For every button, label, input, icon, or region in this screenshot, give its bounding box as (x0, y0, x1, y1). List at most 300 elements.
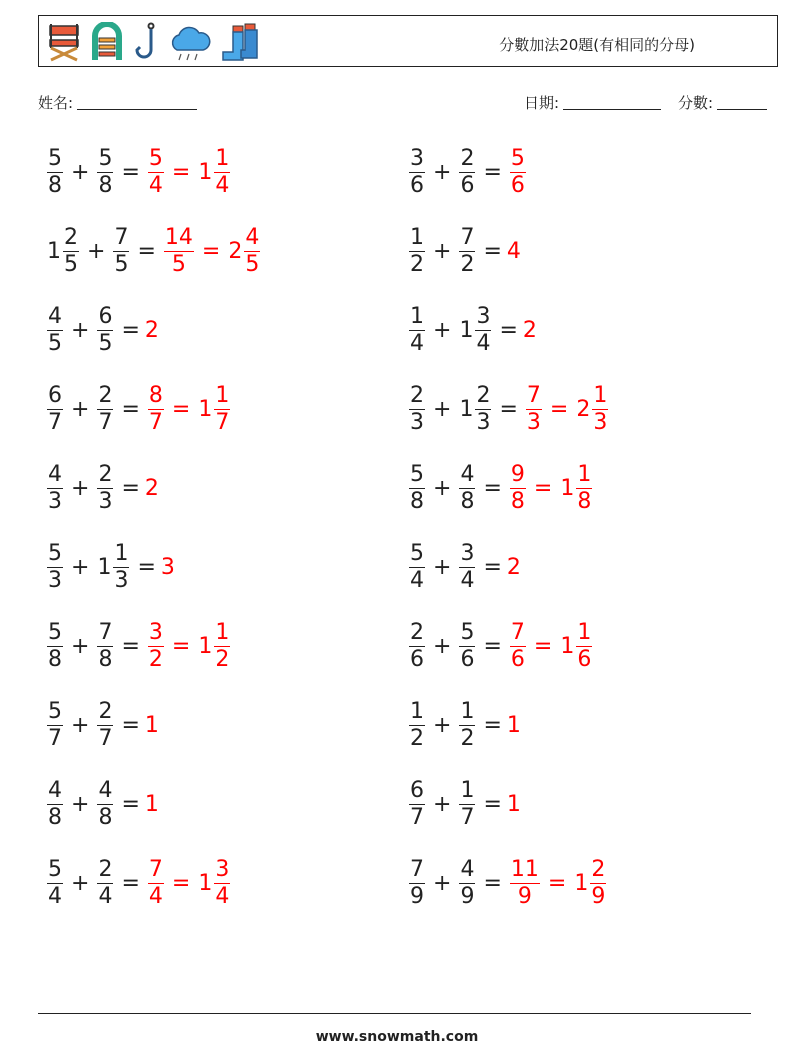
whole-number: 4 (506, 238, 521, 264)
numerator: 2 (98, 856, 113, 882)
mixed-number (456, 698, 478, 751)
denominator: 4 (148, 172, 163, 198)
fraction (97, 856, 113, 909)
fraction (148, 856, 164, 909)
mixed-number (456, 540, 478, 593)
fraction (113, 540, 129, 593)
numerator: 11 (510, 856, 539, 882)
answer (145, 476, 159, 501)
fraction (214, 382, 230, 435)
fraction (459, 145, 475, 198)
denominator: 6 (577, 646, 592, 672)
fraction (459, 224, 475, 277)
fraction (214, 145, 230, 198)
problem-item (406, 379, 611, 439)
mixed-number (406, 619, 428, 672)
answer (161, 224, 263, 277)
equals-sign: = (547, 870, 567, 896)
numerator: 1 (460, 698, 475, 724)
mixed-number (456, 777, 478, 830)
problem-item (44, 458, 159, 518)
equals-sign: = (483, 791, 502, 817)
mixed-number (44, 382, 66, 435)
numerator: 5 (48, 540, 62, 566)
numerator: 2 (476, 382, 491, 408)
plus-sign: + (71, 791, 90, 817)
numerator: 6 (98, 303, 113, 329)
equals-sign: = (533, 475, 553, 501)
equals-sign: = (121, 633, 140, 659)
mixed-number (94, 619, 116, 672)
denominator: 6 (460, 646, 475, 672)
mixed-number (406, 777, 428, 830)
fraction (97, 619, 113, 672)
mixed-number (145, 476, 159, 501)
mixed-number (573, 382, 611, 435)
problem-item (44, 221, 263, 281)
problem-item (406, 537, 521, 597)
denominator: 9 (517, 883, 532, 909)
equals-sign: = (171, 396, 191, 422)
denominator: 4 (476, 330, 491, 356)
mixed-number (456, 224, 478, 277)
denominator: 5 (64, 251, 78, 277)
denominator: 7 (48, 725, 62, 751)
denominator: 7 (410, 804, 424, 830)
mixed-number (110, 224, 132, 277)
equals-sign: = (121, 475, 140, 501)
numerator: 5 (510, 145, 525, 171)
numerator: 5 (48, 619, 62, 645)
fraction (97, 698, 113, 751)
denominator: 8 (98, 172, 113, 198)
numerator: 2 (410, 382, 424, 408)
denominator: 6 (510, 646, 525, 672)
answer (523, 382, 611, 435)
numerator: 6 (410, 777, 424, 803)
numerator: 4 (98, 777, 113, 803)
mixed-number (195, 145, 233, 198)
numerator: 5 (48, 698, 62, 724)
denominator: 4 (98, 883, 113, 909)
numerator: 2 (410, 619, 424, 645)
denominator: 5 (245, 251, 260, 277)
problem-item (406, 142, 529, 202)
mixed-number (94, 540, 132, 593)
mixed-number (406, 224, 428, 277)
denominator: 5 (171, 251, 186, 277)
numerator: 4 (48, 777, 62, 803)
equals-sign: = (483, 712, 502, 738)
numerator: 2 (98, 461, 113, 487)
answer (161, 555, 175, 580)
equals-sign: = (483, 475, 502, 501)
mixed-number (507, 461, 529, 514)
answer (145, 145, 233, 198)
fraction (214, 619, 230, 672)
denominator: 4 (148, 883, 163, 909)
whole-number: 1 (506, 791, 521, 817)
denominator: 8 (577, 488, 592, 514)
mixed-number (145, 619, 167, 672)
denominator: 8 (98, 646, 113, 672)
answer (145, 792, 159, 817)
numerator: 4 (460, 856, 475, 882)
plus-sign: + (71, 870, 90, 896)
equals-sign: = (121, 791, 140, 817)
denominator: 2 (215, 646, 230, 672)
plus-sign: + (433, 317, 452, 343)
equals-sign: = (549, 396, 569, 422)
mixed-number (456, 382, 494, 435)
answer (145, 382, 233, 435)
footer-url: www.snowmath.com (315, 1029, 479, 1045)
problem-item (44, 774, 159, 834)
answer (507, 145, 529, 198)
fraction (47, 856, 63, 909)
denominator: 5 (114, 251, 129, 277)
numerator: 4 (460, 461, 475, 487)
rain-cloud-icon (167, 22, 213, 62)
mixed-number (94, 145, 116, 198)
problem-item (44, 537, 175, 597)
denominator: 2 (460, 251, 475, 277)
denominator: 7 (98, 725, 113, 751)
plus-sign: + (433, 554, 452, 580)
equals-sign: = (121, 870, 140, 896)
fraction (510, 461, 526, 514)
fraction (459, 461, 475, 514)
mixed-number (44, 777, 66, 830)
plus-sign: + (433, 870, 452, 896)
whole-part: 1 (560, 633, 575, 659)
mixed-number (456, 303, 494, 356)
numerator: 5 (148, 145, 163, 171)
numerator: 7 (460, 224, 475, 250)
worksheet-header (38, 15, 778, 67)
mixed-number (195, 382, 233, 435)
plus-sign: + (433, 791, 452, 817)
mixed-number (406, 303, 428, 356)
answer (507, 856, 609, 909)
mixed-number (507, 239, 521, 264)
numerator: 5 (460, 619, 475, 645)
mixed-number (406, 145, 428, 198)
denominator: 8 (48, 172, 62, 198)
score-label: 分數: (678, 94, 714, 112)
equals-sign: = (483, 238, 502, 264)
whole-part: 1 (198, 159, 213, 185)
fraction (590, 856, 606, 909)
whole-part: 1 (198, 396, 213, 422)
denominator: 4 (410, 567, 424, 593)
mixed-number (145, 792, 159, 817)
numerator: 1 (215, 382, 230, 408)
numerator: 4 (48, 303, 62, 329)
numerator: 1 (593, 382, 608, 408)
denominator: 2 (410, 251, 424, 277)
fraction (526, 382, 542, 435)
mixed-number (456, 145, 478, 198)
fraction (47, 382, 63, 435)
mixed-number (94, 777, 116, 830)
answer (507, 461, 595, 514)
denominator: 8 (410, 488, 424, 514)
mixed-number (145, 318, 159, 343)
whole-part: 1 (459, 317, 474, 343)
fraction (214, 856, 230, 909)
numerator: 9 (510, 461, 525, 487)
denominator: 8 (510, 488, 525, 514)
mixed-number (44, 224, 82, 277)
numerator: 1 (215, 619, 230, 645)
numerator: 1 (410, 698, 424, 724)
mixed-number (195, 619, 233, 672)
mixed-number (44, 303, 66, 356)
fraction (510, 856, 540, 909)
denominator: 2 (410, 725, 424, 751)
mixed-number (44, 856, 66, 909)
denominator: 3 (114, 567, 129, 593)
denominator: 7 (148, 409, 163, 435)
worksheet-title: 分數加法20題(有相同的分母) (499, 36, 695, 54)
mixed-number (44, 145, 66, 198)
mixed-number (557, 461, 595, 514)
fraction (47, 777, 63, 830)
denominator: 7 (460, 804, 475, 830)
plus-sign: + (71, 475, 90, 501)
denominator: 3 (48, 567, 62, 593)
numerator: 3 (460, 540, 475, 566)
fraction (148, 145, 164, 198)
mixed-number (94, 303, 116, 356)
fraction (47, 461, 63, 514)
score-field[interactable] (678, 92, 767, 113)
whole-number: 2 (144, 475, 159, 501)
inflatable-boat-icon (89, 22, 125, 62)
problem-item (406, 458, 595, 518)
whole-part: 2 (576, 396, 591, 422)
fraction (475, 382, 491, 435)
numerator: 3 (476, 303, 491, 329)
mixed-number (456, 619, 478, 672)
fraction (510, 619, 526, 672)
fraction (409, 303, 425, 356)
answer (507, 619, 595, 672)
denominator: 6 (460, 172, 475, 198)
denominator: 3 (48, 488, 62, 514)
numerator: 8 (148, 382, 163, 408)
denominator: 3 (526, 409, 541, 435)
whole-number: 1 (506, 712, 521, 738)
numerator: 1 (114, 540, 129, 566)
plus-sign: + (433, 159, 452, 185)
fraction (459, 856, 475, 909)
rain-boots-icon (219, 22, 259, 62)
mixed-number (161, 555, 175, 580)
denominator: 3 (593, 409, 608, 435)
numerator: 5 (98, 145, 113, 171)
denominator: 3 (98, 488, 113, 514)
fraction (97, 461, 113, 514)
denominator: 4 (460, 567, 475, 593)
denominator: 6 (510, 172, 525, 198)
numerator: 7 (114, 224, 129, 250)
numerator: 7 (510, 619, 525, 645)
mixed-number (406, 856, 428, 909)
answer (507, 713, 521, 738)
mixed-number (44, 619, 66, 672)
plus-sign: + (71, 633, 90, 659)
equals-sign: = (499, 396, 518, 422)
mixed-number (456, 856, 478, 909)
score-blank[interactable] (717, 94, 767, 110)
problem-item (406, 774, 521, 834)
denominator: 6 (410, 172, 424, 198)
mixed-number (523, 318, 537, 343)
answer (507, 792, 521, 817)
problem-item (44, 616, 233, 676)
denominator: 9 (410, 883, 424, 909)
whole-part: 1 (47, 238, 61, 264)
mixed-number (94, 382, 116, 435)
mixed-number (507, 792, 521, 817)
fraction (244, 224, 260, 277)
fraction (459, 619, 475, 672)
problem-item (406, 300, 537, 360)
mixed-number (571, 856, 609, 909)
numerator: 1 (577, 619, 592, 645)
director-chair-icon (45, 22, 83, 62)
mixed-number (94, 461, 116, 514)
whole-number: 2 (144, 317, 159, 343)
denominator: 3 (410, 409, 424, 435)
fraction (475, 303, 491, 356)
equals-sign: = (171, 159, 191, 185)
equals-sign: = (483, 554, 502, 580)
equals-sign: = (121, 159, 140, 185)
mixed-number (94, 856, 116, 909)
mixed-number (44, 461, 66, 514)
mixed-number (145, 145, 167, 198)
mixed-number (161, 224, 197, 277)
plus-sign: + (71, 159, 90, 185)
date-field[interactable] (524, 92, 661, 113)
fraction (459, 540, 475, 593)
whole-number: 1 (144, 791, 159, 817)
answer (523, 318, 537, 343)
mixed-number (44, 698, 66, 751)
mixed-number (44, 540, 66, 593)
numerator: 2 (460, 145, 475, 171)
equals-sign: = (121, 712, 140, 738)
denominator: 8 (460, 488, 475, 514)
mixed-number (507, 145, 529, 198)
denominator: 8 (48, 804, 62, 830)
numerator: 2 (98, 698, 113, 724)
equals-sign: = (533, 633, 553, 659)
mixed-number (225, 224, 263, 277)
denominator: 2 (148, 646, 163, 672)
mixed-number (523, 382, 545, 435)
fraction (576, 461, 592, 514)
denominator: 8 (98, 804, 113, 830)
fraction (63, 224, 79, 277)
mixed-number (145, 856, 167, 909)
problem-item (406, 853, 609, 913)
denominator: 6 (410, 646, 424, 672)
fraction (97, 303, 113, 356)
numerator: 2 (591, 856, 606, 882)
numerator: 2 (98, 382, 113, 408)
mixed-number (406, 461, 428, 514)
numerator: 3 (410, 145, 424, 171)
numerator: 4 (245, 224, 260, 250)
plus-sign: + (71, 317, 90, 343)
numerator: 7 (148, 856, 163, 882)
numerator: 3 (215, 856, 230, 882)
fraction (409, 382, 425, 435)
fraction (459, 698, 475, 751)
date-blank[interactable] (563, 94, 661, 110)
whole-part: 1 (574, 870, 589, 896)
header-icons (45, 22, 259, 62)
whole-number: 3 (160, 554, 175, 580)
answer (145, 619, 233, 672)
equals-sign: = (171, 633, 191, 659)
equals-sign: = (483, 870, 502, 896)
denominator: 5 (48, 330, 62, 356)
denominator: 9 (460, 883, 475, 909)
denominator: 4 (215, 172, 230, 198)
denominator: 4 (48, 883, 62, 909)
fraction (409, 856, 425, 909)
fraction (409, 619, 425, 672)
mixed-number (94, 698, 116, 751)
fraction (113, 224, 129, 277)
name-blank[interactable] (77, 94, 197, 110)
problem-item (44, 300, 159, 360)
fraction (47, 303, 63, 356)
fraction (148, 619, 164, 672)
mixed-number (557, 619, 595, 672)
whole-number: 1 (144, 712, 159, 738)
equals-sign: = (483, 633, 502, 659)
fraction (164, 224, 194, 277)
equals-sign: = (499, 317, 518, 343)
fraction (592, 382, 608, 435)
answer (145, 713, 159, 738)
mixed-number (507, 713, 521, 738)
whole-part: 1 (459, 396, 474, 422)
fraction (47, 145, 63, 198)
problem-item (44, 853, 233, 913)
name-field[interactable] (38, 92, 197, 113)
numerator: 14 (164, 224, 193, 250)
numerator: 6 (48, 382, 62, 408)
numerator: 5 (410, 540, 424, 566)
fraction (459, 777, 475, 830)
whole-part: 1 (97, 554, 112, 580)
fraction (97, 382, 113, 435)
name-label: 姓名: (38, 94, 74, 112)
fishing-hook-icon (131, 22, 161, 62)
numerator: 5 (48, 856, 62, 882)
denominator: 9 (591, 883, 606, 909)
fraction (510, 145, 526, 198)
denominator: 3 (476, 409, 491, 435)
plus-sign: + (433, 712, 452, 738)
